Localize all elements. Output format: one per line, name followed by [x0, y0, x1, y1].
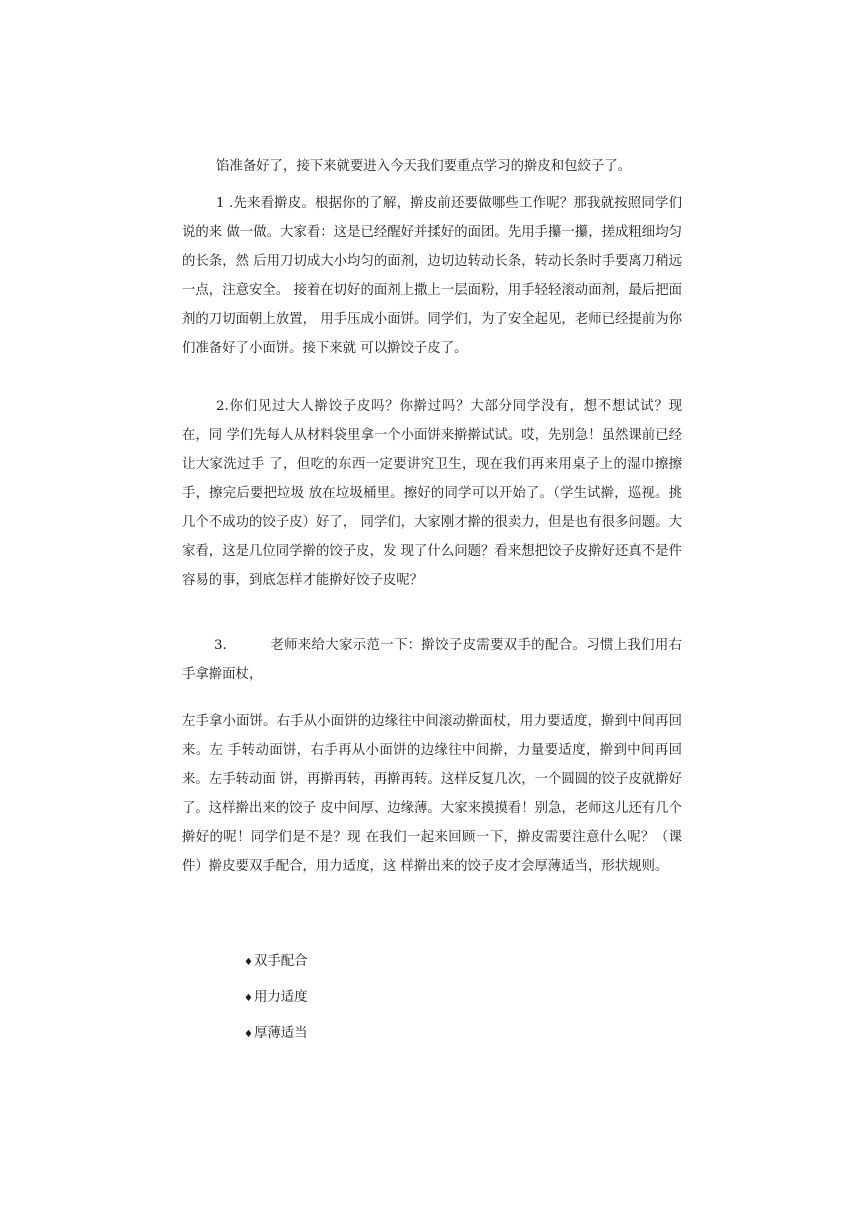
diamond-bullet-icon: ♦ [244, 957, 253, 968]
list-item [244, 950, 308, 986]
diamond-bullet-icon: ♦ [244, 993, 253, 1004]
diamond-bullet-icon: ♦ [244, 1029, 253, 1040]
paragraph-student-trial: 2.你们见过大人擀饺子皮吗？你擀过吗？大部分同学没有，想不想试试？现在，同 学们先每人从材料袋里拿一个小面饼来擀擀试试。哎，先别急！虽然课前已经让大家洗过手 了，但吃的东西一定要讲究卫生，现在我们再来用桌子上的湿巾擦擦手，擦完后要把垃圾 放在垃圾桶里。擦好的同学可以开始了。（学生试擀，巡视。挑几个不成功的饺子皮）好了， 同学们，大家刚才擀的很卖力，但是也有很多问题。大家看，这是几位同学擀的饺子皮，发 现了什么问题？看来想把饺子皮擀好还真不是件容易的事，到底怎样才能擀好饺子皮呢？ [182, 399, 682, 588]
list-item-text: 厚薄适当 [253, 1026, 308, 1041]
list-item [244, 1022, 308, 1058]
list-item [244, 986, 308, 1022]
paragraph-teacher-demo [182, 631, 682, 689]
paragraph-demo-continued: 左手拿小面饼。右手从小面饼的边缘往中间滚动擀面杖，用力要适度，擀到中间再回来。左 手转动面饼，右手再从小面饼的边缘往中间擀，力量要适度，擀到中间再回来。左手转动面 饼，再擀再转，再擀再转。这样反复几次，一个圆圆的饺子皮就擀好了。这样擀出来的饺子 皮中间厚、边缘薄。大家来摸摸看！别急，老师这儿还有几个擀好的呢！同学们是不是？现 在我们一起来回顾一下，擀皮需要注意什么呢？（课件）擀皮要双手配合，用力适度，这 样擀出来的饺子皮才会厚薄适当，形状规则。 [182, 714, 682, 874]
list-item-text: 双手配合 [253, 954, 308, 969]
paragraph-rolling-intro: 1 .先来看擀皮。根据你的了解，擀皮前还要做哪些工作呢？那我就按照同学们说的来 做一做。大家看：这是已经醒好并揉好的面团。先用手攥一攥，搓成粗细均匀的长条，然 后用刀切成大小均匀的面剂，边切边转动长条，转动长条时手要离刀稍远一点，注意安全。 接着在切好的面剂上撒上一层面粉，用手轻轻滚动面剂，最后把面剂的刀切面朝上放置， 用手压成小面饼。同学们，为了安全起见，老师已经提前为你们准备好了小面饼。接下来就 可以擀饺子皮了。 [182, 196, 682, 356]
key-points-list [244, 950, 308, 1058]
paragraph-teacher-demo-text: 老师来给大家示范一下：擀饺子皮需要双手的配合。习惯上我们用右手拿擀面杖， [182, 638, 682, 682]
intro-line: 馅准备好了，接下来就要进入今天我们要重点学习的擀皮和包絞子了。 [216, 159, 632, 174]
paragraph-number: 3. [214, 638, 227, 653]
list-item-text: 用力适度 [253, 990, 308, 1005]
